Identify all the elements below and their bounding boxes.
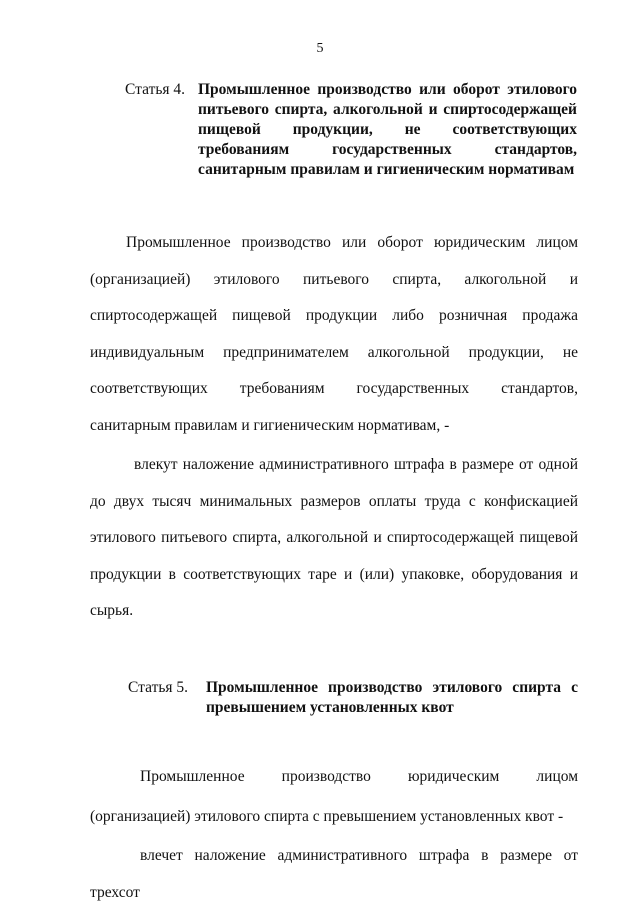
article-4-paragraph-1: Промышленное производство или оборот юридическим лицом (организацией) этилового питьевого спирта, алкогольной и спиртосодержащей пищевой продукции либо розничная продажа индивидуальным предпринимателем алкогольной продукции, не соответствующих требованиям государственных стандартов, санитарным правилам и гигиеническим нормативам, - bbox=[90, 234, 578, 434]
page-number: 5 bbox=[316, 41, 324, 56]
article-4-heading bbox=[125, 80, 577, 180]
article-5-paragraph-2: влечет наложение административного штрафа в размере от трехсот bbox=[90, 847, 578, 901]
article-5-heading bbox=[128, 678, 578, 718]
article-4-paragraph-2: влекут наложение административного штрафа в размере от одной до двух тысяч минимальных размеров оплаты труда с конфискацией этилового питьевого спирта, алкогольной и спиртосодержащей пищевой продукции в соответствующих таре и (или) упаковке, оборудования и сырья. bbox=[90, 456, 578, 620]
article-4-title: Промышленное производство или оборот этилового питьевого спирта, алкогольной и спиртосодержащей пищевой продукции, не соответствующих требованиям государственных стандартов, санитарным правилам и гигиеническим нормативам bbox=[198, 81, 577, 178]
article-5-title: Промышленное производство этилового спирта с превышением установленных квот bbox=[206, 679, 578, 716]
article-5-paragraph-1: Промышленное производство юридическим лицом (организацией) этилового спирта с превышением установленных квот - bbox=[90, 768, 578, 825]
article-4-label: Статья 4. bbox=[125, 81, 186, 98]
article-5-label: Статья 5. bbox=[128, 679, 189, 696]
